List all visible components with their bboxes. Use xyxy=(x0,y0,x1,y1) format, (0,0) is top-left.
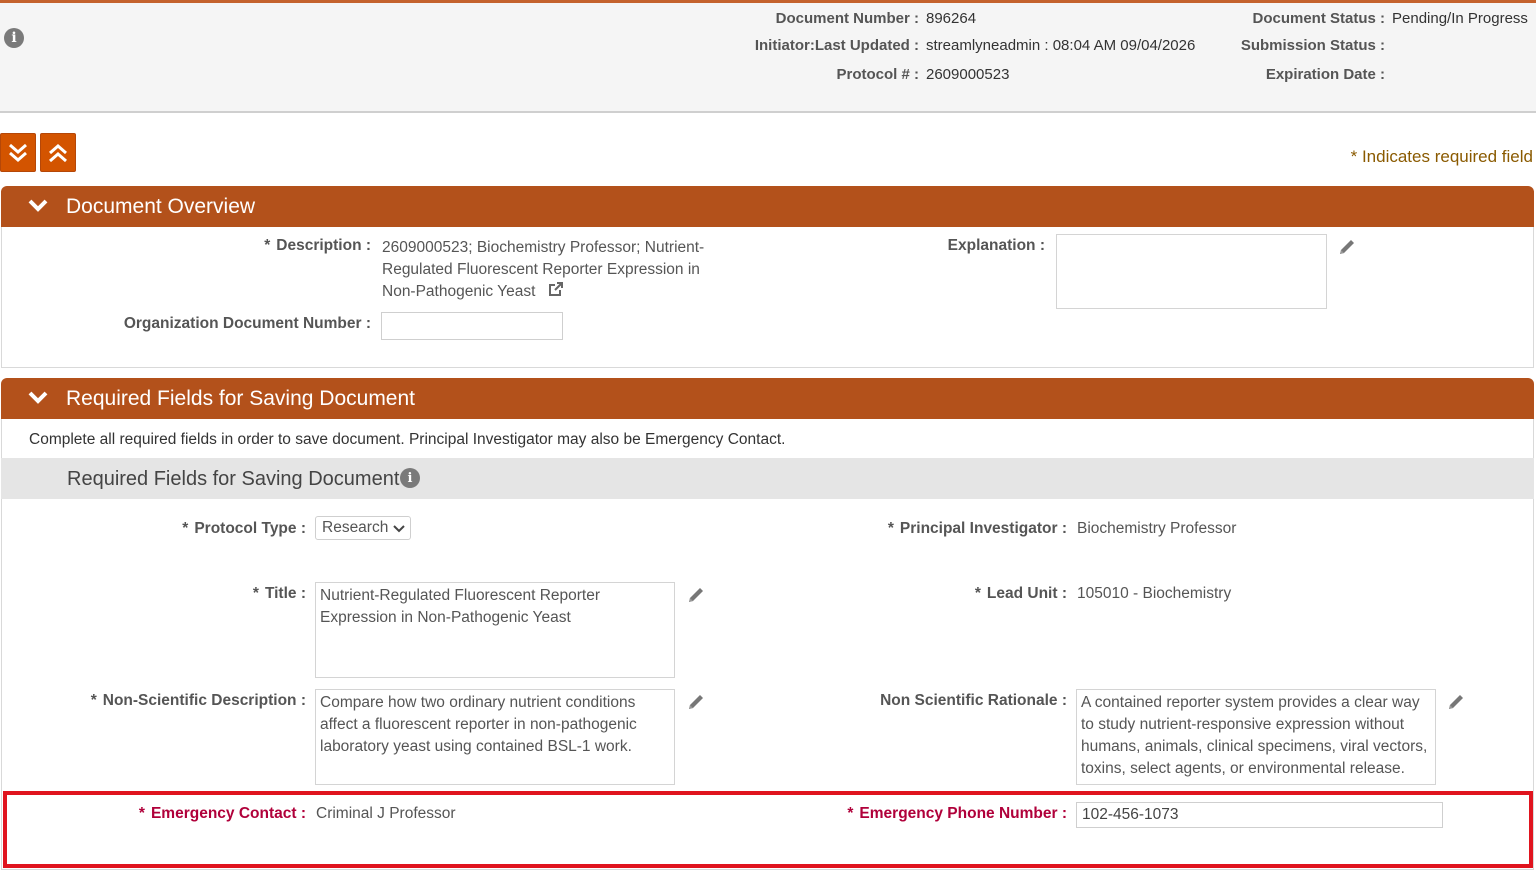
emergency-contact-value: Criminal J Professor xyxy=(316,805,456,822)
protocol-number-label: Protocol # : xyxy=(836,66,919,83)
pencil-icon[interactable] xyxy=(686,585,706,605)
section-title: Document Overview xyxy=(66,194,256,218)
description-value: 2609000523; Biochemistry Professor; Nutrient- Regulated Fluorescent Reporter Expression in Non-Pathogenic Yeast xyxy=(382,239,705,300)
emergency-phone-input[interactable]: 102-456-1073 xyxy=(1076,802,1443,828)
initiator-value: streamlyneadmin : 08:04 AM 09/04/2026 xyxy=(926,37,1196,54)
instructions-text: Complete all required fields in order to save document. Principal Investigator may also be Emergency Contact. xyxy=(29,431,786,448)
subsection-title: Required Fields for Saving Document xyxy=(67,468,400,490)
pencil-icon[interactable] xyxy=(686,692,706,712)
info-icon[interactable]: i xyxy=(400,468,420,488)
explanation-label: Explanation : xyxy=(947,237,1045,254)
org-document-number-label: Organization Document Number : xyxy=(123,315,371,332)
document-number-label: Document Number : xyxy=(775,10,919,27)
section-title: Required Fields for Saving Document xyxy=(66,386,416,410)
non-scientific-rationale-label: Non Scientific Rationale : xyxy=(880,692,1067,709)
document-status-value: Pending/In Progress xyxy=(1392,10,1528,27)
emergency-contact-label: * Emergency Contact : xyxy=(138,805,306,822)
submission-status-label: Submission Status : xyxy=(1240,37,1385,54)
required-fields-header[interactable] xyxy=(1,378,1534,419)
info-icon[interactable]: i xyxy=(4,28,24,48)
pencil-icon[interactable] xyxy=(1337,237,1357,257)
chevron-down-icon xyxy=(393,524,405,534)
lead-unit-label: * Lead Unit : xyxy=(974,585,1067,602)
principal-investigator-label: * Principal Investigator : xyxy=(887,520,1067,537)
description-label: * Description : xyxy=(264,237,371,254)
principal-investigator-value: Biochemistry Professor xyxy=(1077,520,1237,537)
document-number-value: 896264 xyxy=(926,10,977,27)
title-textarea[interactable]: Nutrient-Regulated Fluorescent Reporter Expression in Non-Pathogenic Yeast xyxy=(315,582,675,678)
initiator-label: Initiator:Last Updated : xyxy=(754,37,919,54)
non-scientific-description-textarea[interactable]: Compare how two ordinary nutrient conditions affect a fluorescent reporter in non-pathogenic laboratory yeast using contained BSL-1 work. xyxy=(315,689,675,785)
document-overview-header[interactable] xyxy=(1,186,1534,227)
title-label: * Title : xyxy=(252,585,306,602)
chevron-down-icon xyxy=(27,198,49,214)
chevron-down-icon xyxy=(27,390,49,406)
pencil-icon[interactable] xyxy=(1446,692,1466,712)
non-scientific-rationale-textarea[interactable]: A contained reporter system provides a clear way to study nutrient-responsive expression without humans, animals, clinical specimens, viral vectors, toxins, select agents, or environmental release. xyxy=(1076,689,1436,785)
protocol-number-value: 2609000523 xyxy=(926,66,1010,83)
expiration-date-label: Expiration Date : xyxy=(1265,66,1385,83)
required-field-note: * Indicates required field xyxy=(1350,147,1533,166)
protocol-type-select[interactable]: Research xyxy=(315,516,411,540)
explanation-textarea[interactable] xyxy=(1056,234,1327,309)
expand-all-button[interactable] xyxy=(0,133,36,172)
non-scientific-description-label: * Non-Scientific Description : xyxy=(90,692,306,709)
document-status-label: Document Status : xyxy=(1252,10,1385,27)
protocol-type-label: * Protocol Type : xyxy=(182,520,306,537)
emergency-phone-label: * Emergency Phone Number : xyxy=(847,805,1067,822)
double-chevron-down-icon xyxy=(6,141,30,165)
external-link-icon[interactable] xyxy=(548,281,564,297)
org-document-number-input[interactable] xyxy=(381,312,563,340)
collapse-all-button[interactable] xyxy=(40,133,76,172)
double-chevron-up-icon xyxy=(46,141,70,165)
lead-unit-value: 105010 - Biochemistry xyxy=(1077,585,1232,602)
